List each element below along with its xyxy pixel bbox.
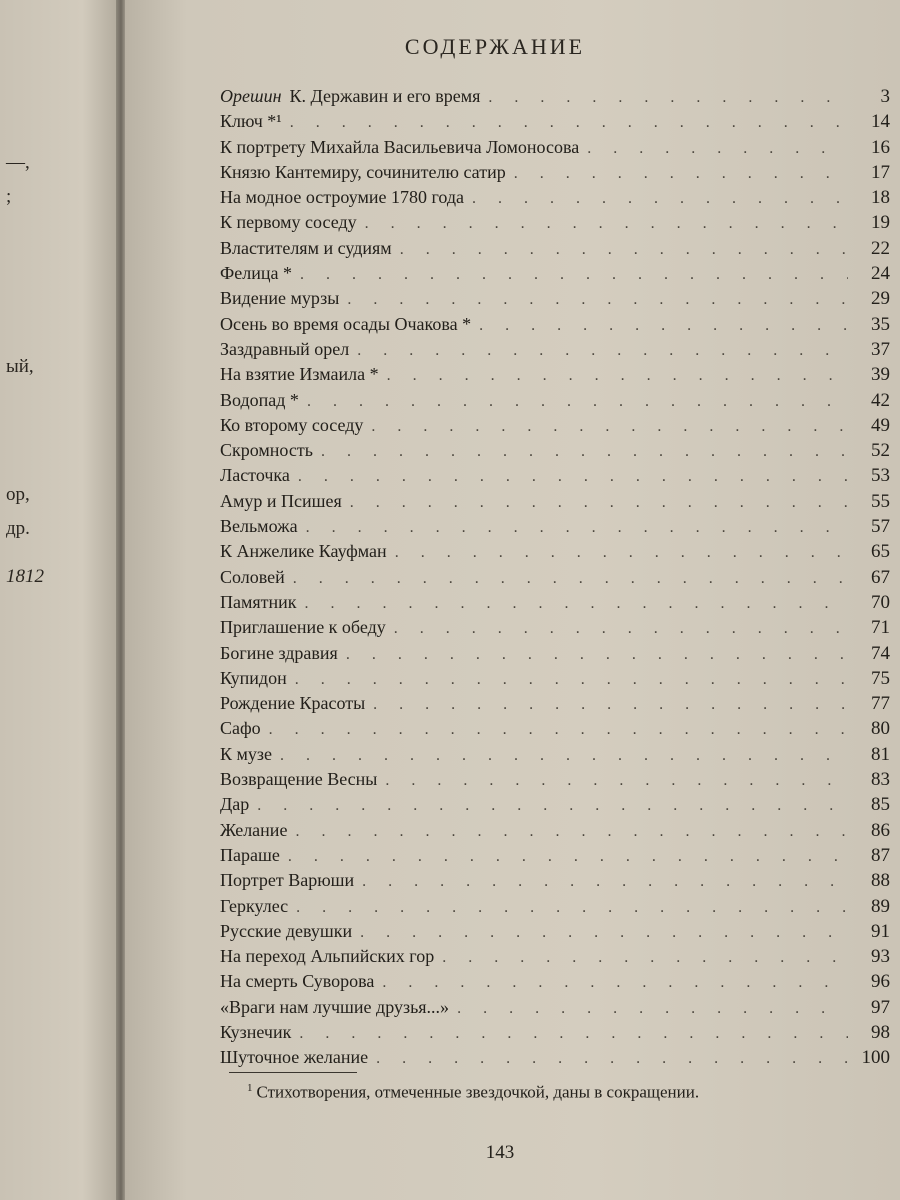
- toc-entry-title: [220, 592, 297, 613]
- toc-entry: [220, 1047, 890, 1072]
- toc-entry: [220, 617, 890, 642]
- toc-entry: [220, 415, 890, 440]
- toc-entry-title: [220, 440, 313, 461]
- footnote-mark: 1: [247, 1082, 253, 1094]
- toc-entry-title: [220, 744, 272, 765]
- toc-entry-page: 98: [871, 1021, 890, 1043]
- toc-entry: [220, 870, 890, 895]
- toc-leader-dots: [434, 949, 848, 967]
- toc-leader-dots: [272, 747, 848, 765]
- toc-entry-title-text: Князю Кантемиру, сочинителю сатир: [220, 161, 506, 182]
- left-page-fragment: ый,: [6, 356, 34, 377]
- toc-entry-title: [220, 390, 299, 411]
- toc-entry-title: [220, 971, 374, 992]
- toc-entry-page: 29: [871, 288, 890, 310]
- toc-entry-title: [220, 465, 290, 486]
- toc-entry-page: 86: [871, 819, 890, 841]
- toc-entry-title: [220, 643, 338, 664]
- toc-leader-dots: [387, 544, 848, 562]
- toc-leader-dots: [480, 89, 848, 107]
- toc-entry-page: 71: [871, 617, 890, 639]
- toc-entry-title: [220, 845, 280, 866]
- toc-leader-dots: [506, 165, 848, 183]
- toc-entry-title-text: Ласточка: [220, 465, 290, 486]
- toc-entry-page: 85: [871, 794, 890, 816]
- toc-entry: [220, 339, 890, 364]
- toc-entry: [220, 162, 890, 187]
- toc-entry-title: [220, 1047, 368, 1068]
- toc-leader-dots: [298, 519, 848, 537]
- toc-entry-page: 65: [871, 541, 890, 563]
- toc-leader-dots: [249, 797, 848, 815]
- toc-leader-dots: [464, 190, 848, 208]
- toc-entry-title-text: Соловей: [220, 566, 285, 587]
- toc-entry-title: [220, 997, 449, 1018]
- toc-entry-title: [220, 364, 379, 385]
- toc-entry-page: 96: [871, 971, 890, 993]
- toc-entry-page: 100: [861, 1047, 890, 1069]
- toc-entry-title: [220, 769, 377, 790]
- toc-entry: [220, 643, 890, 668]
- toc-entry-title-text: Сафо: [220, 718, 261, 739]
- toc-entry-page: 37: [871, 338, 890, 360]
- toc-entry-page: 57: [871, 516, 890, 538]
- toc-leader-dots: [363, 418, 848, 436]
- toc-leader-dots: [349, 342, 848, 360]
- toc-entry-title-text: К Анжелике Кауфман: [220, 541, 387, 562]
- toc-entry: [220, 896, 890, 921]
- toc-entry-title-text: Амур и Псишея: [220, 490, 342, 511]
- toc-entry-author: Орешин: [220, 86, 282, 106]
- toc-entry: [220, 567, 890, 592]
- toc-entry-page: 70: [871, 591, 890, 613]
- left-page-fragment: др.: [6, 518, 30, 539]
- toc-entry-page: 93: [871, 946, 890, 968]
- footnote-rule: [229, 1072, 357, 1073]
- toc-leader-dots: [365, 696, 848, 714]
- toc-entry-title: [220, 263, 292, 284]
- toc-entry-title-text: Вельможа: [220, 516, 298, 537]
- toc-entry-title: [220, 314, 471, 335]
- toc-entry-title-text: Желание: [220, 819, 288, 840]
- toc-entry-page: 75: [871, 667, 890, 689]
- toc-entry-title: [220, 212, 357, 233]
- toc-entry: [220, 1022, 890, 1047]
- left-page-fragment: ;: [6, 186, 12, 207]
- toc-entry-title: [220, 617, 386, 638]
- toc-leader-dots: [313, 443, 848, 461]
- toc-leader-dots: [285, 570, 848, 588]
- toc-entry-title-text: Фелица *: [220, 263, 292, 284]
- toc-leader-dots: [290, 468, 848, 486]
- toc-leader-dots: [287, 671, 848, 689]
- toc-entry-page: 39: [871, 364, 890, 386]
- toc-entry: [220, 769, 890, 794]
- toc-entry-page: 42: [871, 389, 890, 411]
- toc-entry-title-text: Кузнечик: [220, 1021, 292, 1042]
- toc-entry-title: [220, 137, 579, 158]
- toc-entry-title: [220, 86, 480, 107]
- toc-leader-dots: [354, 873, 848, 891]
- toc-entry-title: [220, 415, 363, 436]
- toc-entry-page: 87: [871, 844, 890, 866]
- toc-entry-title: [220, 870, 354, 891]
- toc-entry-page: 89: [871, 895, 890, 917]
- toc-entry-page: 19: [871, 212, 890, 234]
- toc-entry: [220, 845, 890, 870]
- toc-entry-page: 67: [871, 566, 890, 588]
- toc-entry-title: [220, 668, 287, 689]
- toc-leader-dots: [357, 215, 848, 233]
- toc-entry-page: 97: [871, 996, 890, 1018]
- toc-leader-dots: [280, 848, 848, 866]
- toc-entry-title-text: Русские девушки: [220, 920, 353, 941]
- page-heading: СОДЕРЖАНИЕ: [404, 34, 586, 59]
- toc-entry-page: 83: [871, 769, 890, 791]
- toc-leader-dots: [297, 595, 848, 613]
- toc-entry-title: [220, 339, 349, 360]
- toc-entry: [220, 693, 890, 718]
- toc-entry-page: 80: [871, 718, 890, 740]
- toc-entry-title-text: К портрету Михайла Васильевича Ломоносова: [220, 136, 580, 157]
- left-page-fragment: ор,: [6, 484, 30, 505]
- toc-entry-title-text: На взятие Измаила *: [220, 364, 379, 385]
- toc-entry: [220, 137, 890, 162]
- toc-entry: [220, 263, 890, 288]
- toc-entry-page: 14: [871, 111, 890, 133]
- toc-leader-dots: [287, 823, 848, 841]
- footnote-text: Стихотворения, отмеченные звездочкой, даны в сокращении.: [256, 1082, 700, 1102]
- toc-entry-page: 49: [871, 414, 890, 436]
- page-number: 143: [485, 1142, 515, 1163]
- toc-entry-title: [220, 693, 365, 714]
- toc-entry-title-text: Скромность: [220, 440, 313, 461]
- toc-entry-page: 53: [871, 465, 890, 487]
- toc-entry-page: 52: [871, 440, 890, 462]
- toc-entry-title-text: Водопад *: [220, 389, 299, 410]
- toc-leader-dots: [374, 974, 848, 992]
- toc-entry-title: [220, 187, 464, 208]
- toc-entry: [220, 238, 890, 263]
- toc-leader-dots: [299, 393, 848, 411]
- toc-entry-title-text: Геркулес: [220, 895, 289, 916]
- toc-entry-title-text: Шуточное желание: [220, 1047, 369, 1068]
- toc-entry: [220, 111, 890, 136]
- toc-leader-dots: [339, 291, 848, 309]
- toc-leader-dots: [392, 241, 848, 259]
- toc-entry-title: [220, 541, 387, 562]
- toc-entry-page: 17: [871, 161, 890, 183]
- toc-entry-title-text: К музе: [220, 743, 272, 764]
- toc-leader-dots: [386, 620, 848, 638]
- toc-entry: [220, 314, 890, 339]
- toc-entry-title-text: Дар: [220, 794, 250, 815]
- toc-entry-title: [220, 567, 285, 588]
- toc-leader-dots: [338, 646, 848, 664]
- toc-leader-dots: [471, 317, 848, 335]
- toc-entry-title-text: Параше: [220, 844, 280, 865]
- toc-entry: [220, 390, 890, 415]
- toc-entry-title-text: Заздравный орел: [220, 338, 350, 359]
- toc-entry-title-text: Купидон: [220, 667, 287, 688]
- toc-entry: [220, 440, 890, 465]
- toc-entry-title: [220, 1022, 291, 1043]
- toc-entry: [220, 946, 890, 971]
- toc-leader-dots: [352, 924, 848, 942]
- toc-entry-title-text: К первому соседу: [220, 212, 357, 233]
- toc-entry: [220, 668, 890, 693]
- toc-leader-dots: [449, 1000, 848, 1018]
- toc-entry: [220, 465, 890, 490]
- toc-leader-dots: [379, 367, 848, 385]
- toc-entry-title: [220, 288, 339, 309]
- toc-entry: [220, 921, 890, 946]
- toc-entry-page: 24: [871, 263, 890, 285]
- toc-leader-dots: [368, 1050, 848, 1068]
- toc-entry-title-text: Возвращение Весны: [220, 769, 378, 790]
- toc-entry-title-text: На модное остроумие 1780 года: [220, 187, 465, 208]
- toc-entry-title: [220, 162, 506, 183]
- toc-entry-title-text: Осень во время осады Очакова *: [220, 313, 472, 334]
- toc-entry-title-text: На переход Альпийских гор: [220, 946, 435, 967]
- toc-leader-dots: [282, 114, 848, 132]
- footnote: [229, 1076, 789, 1105]
- toc-entry-title-text: Ключ *¹: [220, 111, 282, 132]
- toc-entry: [220, 541, 890, 566]
- toc-entry-title-text: Рождение Красоты: [220, 693, 366, 714]
- toc-entry: [220, 820, 890, 845]
- toc-entry: [220, 364, 890, 389]
- toc-entry-page: 35: [871, 313, 890, 335]
- toc-entry-title: [220, 718, 261, 739]
- toc-entry-page: 22: [871, 237, 890, 259]
- toc-entry: [220, 794, 890, 819]
- right-page: [125, 0, 900, 1200]
- toc-entry-title-text: Властителям и судиям: [220, 237, 392, 258]
- toc-entry: [220, 516, 890, 541]
- toc-leader-dots: [292, 266, 848, 284]
- toc-entry: [220, 997, 890, 1022]
- toc-leader-dots: [291, 1025, 848, 1043]
- toc-entry-title: [220, 820, 287, 841]
- toc-entry-title-text: На смерть Суворова: [220, 971, 375, 992]
- left-page: [0, 0, 118, 1200]
- toc-entry: [220, 288, 890, 313]
- toc-entry-page: 77: [871, 693, 890, 715]
- toc-entry: [220, 971, 890, 996]
- toc-entry-title: [220, 111, 282, 132]
- toc-entry-title: [220, 921, 352, 942]
- toc-entry-title: [220, 946, 434, 967]
- toc-entry-title-text: Приглашение к обеду: [220, 617, 386, 638]
- toc-entry-title-text: Видение мурзы: [220, 288, 340, 309]
- toc-leader-dots: [377, 772, 848, 790]
- toc-entry: [220, 212, 890, 237]
- toc-entry: [220, 718, 890, 743]
- toc-entry: [220, 592, 890, 617]
- toc-entry-title-text: Богине здравия: [220, 642, 338, 663]
- toc-entry-page: 74: [871, 642, 890, 664]
- toc-entry-page: 18: [871, 187, 890, 209]
- toc-entry-title: [220, 794, 249, 815]
- toc-entry-page: 81: [871, 743, 890, 765]
- toc-leader-dots: [579, 140, 848, 158]
- toc-entry-title: [220, 491, 342, 512]
- table-of-contents: [220, 86, 890, 1073]
- toc-leader-dots: [342, 494, 848, 512]
- toc-entry: [220, 86, 890, 111]
- toc-entry-page: 3: [880, 86, 890, 107]
- toc-entry-page: 55: [871, 490, 890, 512]
- toc-entry-title-text: К. Державин и его время: [289, 86, 481, 106]
- toc-entry-title-text: «Враги нам лучшие друзья...»: [220, 996, 450, 1017]
- toc-entry-title-text: Ко второму соседу: [220, 414, 364, 435]
- toc-entry-page: 88: [871, 870, 890, 892]
- toc-entry-title: [220, 896, 288, 917]
- toc-entry-page: 16: [871, 136, 890, 158]
- left-page-fragment: —,: [6, 152, 30, 173]
- toc-entry-title-text: Портрет Варюши: [220, 870, 355, 891]
- toc-entry: [220, 187, 890, 212]
- toc-entry: [220, 491, 890, 516]
- toc-entry: [220, 744, 890, 769]
- toc-entry-page: 91: [871, 920, 890, 942]
- toc-entry-title: [220, 516, 298, 537]
- toc-leader-dots: [261, 721, 848, 739]
- toc-entry-title-text: Памятник: [220, 591, 297, 612]
- left-page-fragment: 1812: [6, 566, 44, 587]
- toc-entry-title: [220, 238, 392, 259]
- toc-leader-dots: [288, 899, 848, 917]
